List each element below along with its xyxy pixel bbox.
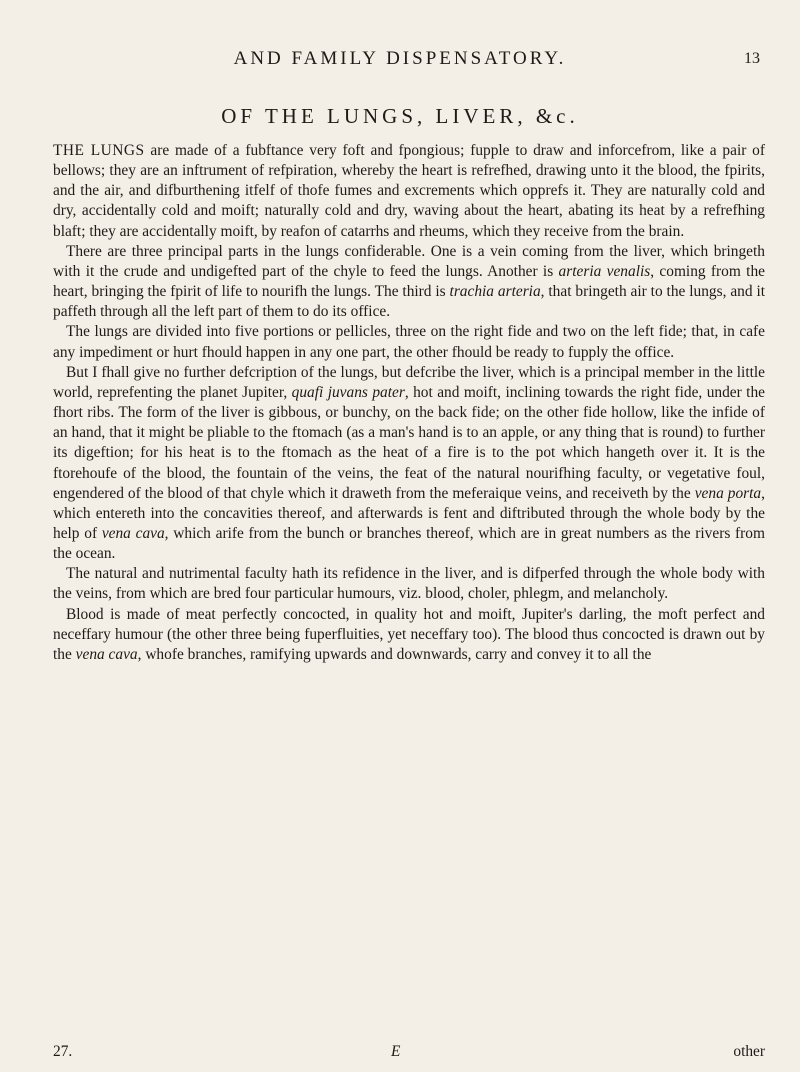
running-title: AND FAMILY DISPENSATORY.: [233, 48, 567, 69]
paragraph: [53, 363, 765, 565]
text-run: There are three principal parts in the lungs confiderable. One is a vein coming from the liver, which bringeth with it the crude and undigefted part of the chyle to feed the lungs. Another is: [53, 242, 765, 280]
text-run: But I fhall give no further defcription of the lungs, but defcribe the liver, which is a principal member in the little world, reprefenting the planet Jupiter,: [53, 363, 765, 401]
text-run: , coming from the heart, bringing the fpirit of life to nourifh the lungs. The third is: [53, 262, 765, 301]
text-run: , that bringeth air to the lungs, and it paffeth through all the left part of them to do its office.: [53, 283, 765, 321]
latin-term: vena cava: [101, 524, 165, 542]
paragraph: [53, 605, 765, 665]
paragraph: [53, 322, 765, 362]
latin-term: vena porta: [694, 484, 762, 502]
text-run: , which entereth into the concavities thereof, and afterwards is fent and diftributed through the whole body by the help of: [53, 484, 765, 542]
page-number: 13: [744, 50, 760, 67]
paragraph: [53, 242, 765, 323]
text-run: are made of a fubftance very foft and fpongious; fupple to draw and inforcefrom, like a pair of bellows; they are an inftrument of refpiration, whereby the heart is refrefhed, drawing unto it the blood, the fpirits, and the air, and difburthening itfelf of thofe fumes and excrements which opprefs it. They are naturally cold and dry, accidentally cold and moift; naturally cold and dry, waving about the heart, abating its heat by a refrefhing blaft; they are accidentally moift, by reafon of catarrhs and rheums, which they receive from the brain.: [53, 142, 765, 240]
paragraph: [53, 564, 765, 604]
section-title: OF THE LUNGS, LIVER, &c.: [221, 104, 579, 128]
signature-letter: E: [391, 1043, 401, 1060]
latin-term: quafi juvans pater: [291, 383, 405, 401]
signature-number: 27.: [53, 1043, 73, 1060]
paragraph-lead: THE LUNGS: [53, 142, 145, 159]
catchword: other: [733, 1043, 765, 1060]
latin-term: arteria venalis: [558, 262, 651, 280]
text-run: , whofe branches, ramifying upwards and downwards, carry and convey it to all the: [137, 645, 652, 663]
text-run: The lungs are divided into five portions or pellicles, three on the right fide and two on the left fide; that, in cafe any impediment or hurt fhould happen in any one part, the other fhould be ready to fupply the office.: [53, 323, 765, 361]
text-run: Blood is made of meat perfectly concocted, in quality hot and moift, Jupiter's darling, the moft perfect and neceffary humour (the other three being fuperfluities, yet neceffary too). The blood thus concocted is drawn out by the: [53, 605, 765, 663]
text-run: , which arife from the bunch or branches thereof, which are in great numbers as the rivers from the ocean.: [53, 524, 765, 563]
paragraph: [53, 141, 765, 242]
body-text: [53, 141, 765, 665]
latin-term: trachia arteria: [449, 283, 541, 301]
latin-term: vena cava: [75, 645, 138, 663]
text-run: The natural and nutrimental faculty hath its refidence in the liver, and is difperfed through the whole body with the veins, from which are bred four particular humours, viz. blood, choler, phlegm, and melancholy.: [53, 565, 765, 603]
text-run: , hot and moift, inclining towards the right fide, under the fhort ribs. The form of the liver is gibbous, or bunchy, on the back fide; on the other fide hollow, like the infide of an hand, that it might be pliable to the ftomach (as a man's hand is to an apple, or any thing that is round) to further its digeftion; for his heat is to the ftomach as the heat of a fire is to the pot which hangeth over it. It is the ftorehoufe of the blood, the fountain of the veins, the feat of the natural nourifhing faculty, or vegetative foul, engendered of the blood of that chyle which it draweth from the meferaique veins, and receiveth by the: [53, 383, 765, 502]
